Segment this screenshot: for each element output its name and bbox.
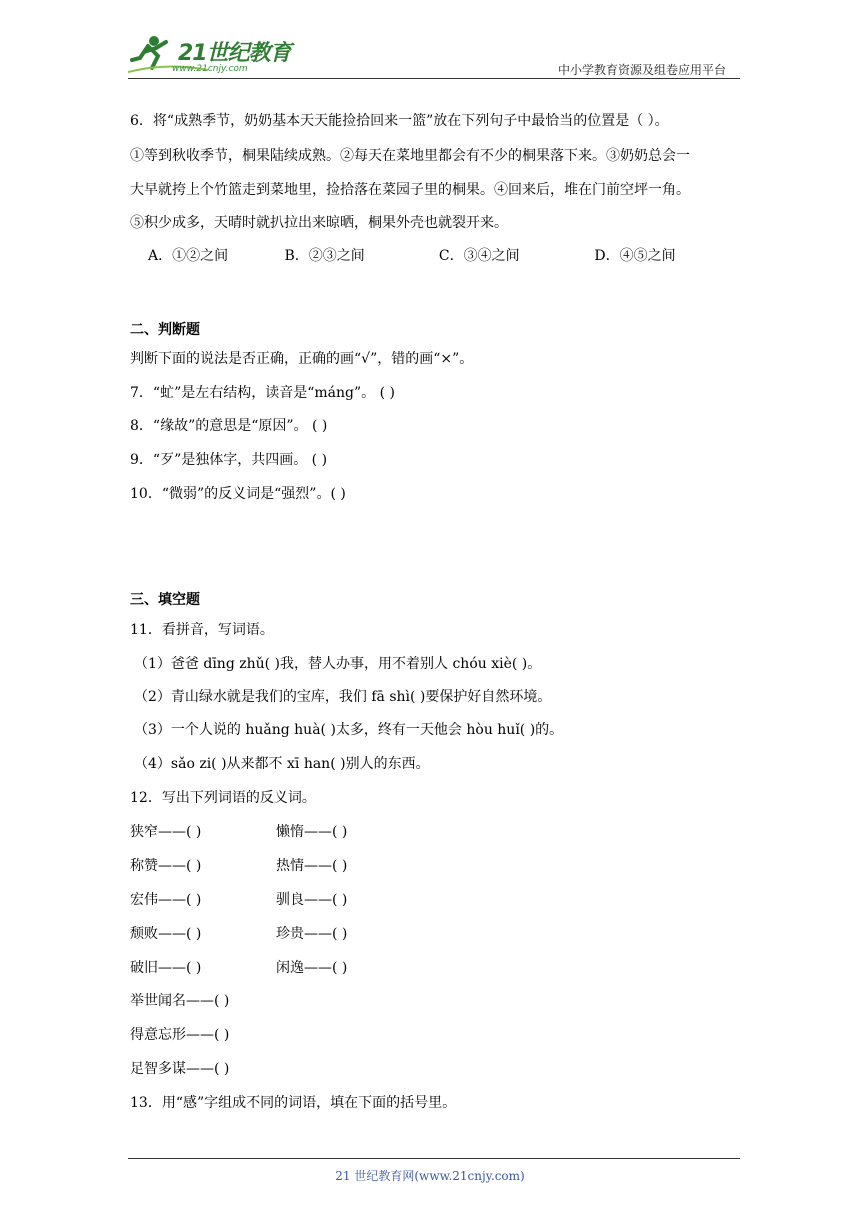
footer-link[interactable]: 21 世纪教育网(www.21cnjy.com) xyxy=(335,1169,525,1183)
idiom-antonym: 举世闻名——( ) xyxy=(130,993,230,1009)
q6-stem: 6．将“成熟季节，奶奶基本天天能捡拾回来一篮”放在下列句子中最恰当的位置是（ ）。 xyxy=(130,113,669,129)
q11-title: 11．看拼音，写词语。 xyxy=(130,622,274,638)
q6-options xyxy=(148,246,676,266)
antonym-right: 闲逸——( ) xyxy=(276,960,348,976)
q12-title: 12．写出下列词语的反义词。 xyxy=(130,790,316,806)
footer-divider xyxy=(128,1158,740,1159)
q11-item: （3）一个人说的 huǎng huà( )太多，终有一天他会 hòu huǐ( )的。 xyxy=(134,722,564,738)
antonym-right: 热情——( ) xyxy=(276,858,348,874)
judge-item: 7．“虻”是左右结构，读音是“máng”。 ( ) xyxy=(130,385,395,401)
header-platform-text: 中小学教育资源及组卷应用平台 xyxy=(557,63,726,77)
section-instruction: 判断下面的说法是否正确，正确的画“√”，错的画“×”。 xyxy=(130,351,474,367)
q13-title: 13．用“感”字组成不同的词语，填在下面的括号里。 xyxy=(130,1095,457,1111)
antonym-left: 狭窄——( ) xyxy=(130,824,202,840)
q6-text-line: 大早就挎上个竹篮走到菜地里，捡拾落在菜园子里的桐果。④回来后，堆在门前空坪一角。 xyxy=(130,182,690,198)
antonym-right: 驯良——( ) xyxy=(276,892,348,908)
option-c[interactable]: C．③④之间 xyxy=(438,248,520,264)
idiom-antonym: 得意忘形——( ) xyxy=(130,1027,230,1043)
logo-url: www.21cnjy.com xyxy=(172,64,248,74)
antonym-right: 珍贵——( ) xyxy=(276,926,348,942)
judge-item: 9．“歹”是独体字，共四画。 ( ) xyxy=(130,452,328,468)
q6-text-line: ⑤积少成多，天晴时就扒拉出来晾晒，桐果外壳也就裂开来。 xyxy=(130,215,508,231)
judge-item: 10．“微弱”的反义词是“强烈”。( ) xyxy=(130,486,346,502)
section-title: 三、填空题 xyxy=(130,592,200,608)
option-d[interactable]: D．④⑤之间 xyxy=(594,248,676,264)
antonym-left: 颓败——( ) xyxy=(130,926,202,942)
antonym-left: 称赞——( ) xyxy=(130,858,202,874)
q11-item: （4）sǎo zi( )从来都不 xī han( )别人的东西。 xyxy=(134,756,430,772)
q11-item: （2）青山绿水就是我们的宝库，我们 fā shì( )要保护好自然环境。 xyxy=(134,689,552,705)
judge-item: 8．“缘故”的意思是“原因”。 ( ) xyxy=(130,418,328,434)
logo-text: 21世纪教育 xyxy=(178,41,291,66)
q11-item: （1）爸爸 dīng zhǔ( )我，替人办事，用不着别人 chóu xiè( )。 xyxy=(134,656,542,672)
antonym-left: 破旧——( ) xyxy=(130,960,202,976)
header-divider xyxy=(128,78,740,79)
option-b[interactable]: B．②③之间 xyxy=(284,248,365,264)
idiom-antonym: 足智多谋——( ) xyxy=(130,1061,230,1077)
antonym-right: 懒惰——( ) xyxy=(276,824,348,840)
option-a[interactable]: A．①②之间 xyxy=(148,248,229,264)
section-title: 二、判断题 xyxy=(130,322,200,338)
page-header xyxy=(128,30,740,80)
q6-text-line: ①等到秋收季节，桐果陆续成熟。②每天在菜地里都会有不少的桐果落下来。③奶奶总会一 xyxy=(130,148,690,164)
antonym-left: 宏伟——( ) xyxy=(130,892,202,908)
